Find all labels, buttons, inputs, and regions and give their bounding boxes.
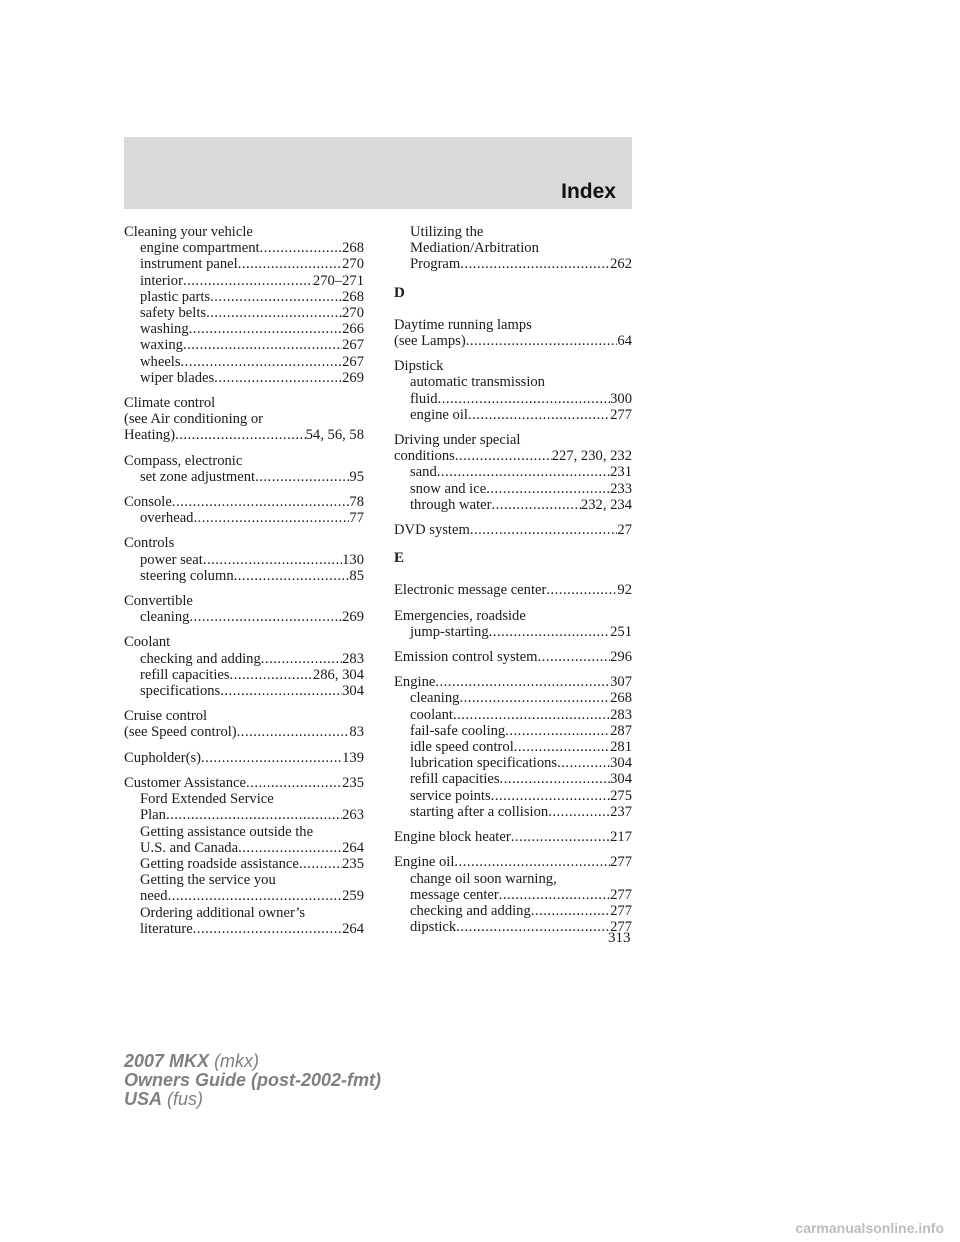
dot-leader (437, 464, 610, 480)
dot-leader (255, 469, 349, 485)
index-entry-text: safety belts (140, 305, 207, 322)
index-page-ref: 227, 230, 232 (551, 448, 632, 465)
index-entry (394, 854, 632, 870)
index-entry-text: through water (410, 496, 492, 513)
index-page-ref: 281 (610, 739, 632, 756)
index-entry-text: idle speed control (410, 739, 514, 756)
index-entry (394, 771, 632, 787)
index-page-ref: 232, 234 (580, 496, 632, 513)
index-entry: Compass, electronic (124, 452, 243, 469)
index-page-ref: 83 (349, 724, 364, 741)
index-page-ref: 267 (342, 353, 364, 370)
dot-leader (203, 552, 342, 568)
footer-model: 2007 MKX (124, 1051, 210, 1071)
dot-leader (210, 289, 342, 305)
index-page-ref: 85 (349, 567, 364, 584)
index-page-ref: 95 (349, 468, 364, 485)
index-entry (394, 739, 632, 755)
index-page-ref: 259 (342, 888, 364, 905)
footer-region: USA (124, 1089, 163, 1109)
index-page-ref: 286, 304 (312, 666, 364, 683)
index-entry (124, 609, 364, 625)
index-page-ref: 270–271 (312, 272, 364, 289)
index-entry: change oil soon warning, (410, 870, 557, 887)
index-entry (394, 497, 632, 513)
index-section-letter: E (394, 550, 405, 567)
index-entry: Cruise control (124, 708, 208, 725)
index-page-ref: 237 (610, 803, 632, 820)
dot-leader (489, 624, 610, 640)
index-page-ref: 262 (610, 256, 632, 273)
dot-leader (234, 568, 350, 584)
dot-leader (499, 887, 610, 903)
dot-leader (505, 723, 610, 739)
index-page-ref: 217 (610, 829, 632, 846)
index-entry (394, 407, 632, 423)
dot-leader (261, 651, 342, 667)
index-entry (124, 289, 364, 305)
dot-leader (206, 305, 342, 321)
index-entry (124, 427, 364, 443)
index-entry: Getting the service you (140, 872, 276, 889)
index-entry-text: checking and adding (410, 902, 531, 919)
index-page-ref: 233 (610, 480, 632, 497)
index-entry: automatic transmission (410, 374, 545, 391)
index-entry (124, 807, 364, 823)
index-entry (394, 919, 632, 935)
index-entry-text: waxing (140, 337, 183, 354)
index-page-ref: 268 (610, 690, 632, 707)
index-entry (394, 333, 632, 349)
dot-leader (456, 919, 610, 935)
index-entry-text: set zone adjustment (140, 468, 256, 485)
index-entry (394, 481, 632, 497)
index-entry-text: Engine block heater (394, 829, 511, 846)
dot-leader (183, 337, 342, 353)
index-entry (124, 651, 364, 667)
index-page-ref: 251 (610, 623, 632, 640)
index-entry (124, 273, 364, 289)
dot-leader (189, 321, 342, 337)
dot-leader (260, 240, 343, 256)
index-entry (394, 256, 632, 272)
index-entry: Driving under special (394, 432, 521, 449)
index-page-ref: 277 (610, 886, 632, 903)
index-entry (124, 856, 364, 872)
index-entry-text: interior (140, 272, 183, 289)
index-entry (124, 568, 364, 584)
index-entry (394, 723, 632, 739)
index-entry-text: service points (410, 787, 491, 804)
index-entry (394, 788, 632, 804)
dot-leader (500, 771, 611, 787)
dot-leader (453, 707, 610, 723)
index-entry: Cleaning your vehicle (124, 224, 253, 240)
index-entry-text: DVD system (394, 522, 470, 539)
index-entry (394, 522, 632, 538)
index-page-ref: 283 (342, 650, 364, 667)
index-entry: Controls (124, 535, 175, 552)
dot-leader (237, 724, 350, 740)
index-entry (124, 667, 364, 683)
index-page-ref: 277 (610, 406, 632, 423)
index-entry-text: instrument panel (140, 256, 238, 273)
index-page-ref: 267 (342, 337, 364, 354)
index-entry (124, 469, 364, 485)
index-entry (394, 624, 632, 640)
dot-leader (189, 609, 342, 625)
dot-leader (454, 854, 610, 870)
index-entry-text: lubrication specifications (410, 755, 558, 772)
index-entry-text: need (140, 888, 168, 905)
index-entry-text: engine compartment (140, 240, 260, 257)
dot-leader (557, 755, 610, 771)
index-entry: Climate control (124, 395, 216, 412)
index-entry-text: Program (410, 256, 461, 273)
index-page-ref: 231 (610, 464, 632, 481)
index-page-ref: 296 (610, 649, 632, 666)
index-page-ref: 235 (342, 774, 364, 791)
index-page-ref: 277 (610, 919, 632, 936)
index-entry: Dipstick (394, 358, 444, 375)
index-page-ref: 269 (342, 609, 364, 626)
index-entry-text: fail-safe cooling (410, 722, 506, 739)
index-column-right (394, 224, 632, 935)
index-entry-text: refill capacities (410, 771, 500, 788)
index-entry: (see Air conditioning or (124, 411, 264, 428)
dot-leader (455, 448, 552, 464)
index-entry: Convertible (124, 593, 193, 610)
index-entry (124, 683, 364, 699)
index-entry-text: refill capacities (140, 666, 230, 683)
index-entry-text: sand (410, 464, 437, 481)
index-entry: Daytime running lamps (394, 316, 532, 333)
index-entry: Utilizing the (410, 224, 484, 240)
index-entry-text: wheels (140, 353, 181, 370)
index-entry-text: conditions (394, 448, 455, 465)
dot-leader (214, 370, 342, 386)
dot-leader (486, 481, 610, 497)
index-entry-text: starting after a collision (410, 803, 549, 820)
footer-region-code: (fus) (167, 1089, 204, 1109)
index-entry (124, 750, 364, 766)
index-entry-text: plastic parts (140, 288, 211, 305)
index-entry-text: steering column (140, 567, 234, 584)
index-entry-text: Emission control system (394, 649, 538, 666)
index-entry-text: engine oil (410, 406, 468, 423)
index-page-ref: 263 (342, 807, 364, 824)
index-entry (124, 552, 364, 568)
index-entry-text: overhead (140, 510, 194, 527)
page-title: Index (561, 180, 616, 203)
index-entry (124, 494, 364, 510)
dot-leader (466, 333, 618, 349)
footer-model-code: (mkx) (214, 1051, 260, 1071)
dot-leader (459, 690, 610, 706)
index-entry (394, 690, 632, 706)
dot-leader (238, 840, 342, 856)
index-entry (124, 240, 364, 256)
index-page-ref: 130 (342, 551, 364, 568)
header-band (124, 137, 632, 209)
dot-leader (438, 391, 611, 407)
index-page-ref: 270 (342, 256, 364, 273)
index-entry (394, 804, 632, 820)
dot-leader (514, 739, 610, 755)
index-page-ref: 78 (349, 494, 364, 511)
index-entry: Getting assistance outside the (140, 823, 314, 840)
index-entry (124, 337, 364, 353)
index-entry-text: literature (140, 920, 193, 937)
index-entry-text: Console (124, 494, 172, 511)
dot-leader (238, 256, 342, 272)
dot-leader (548, 804, 610, 820)
watermark[interactable]: carmanualsonline.info (795, 1220, 944, 1236)
index-entry-text: coolant (410, 706, 453, 723)
index-entry-text: Getting roadside assistance (140, 855, 299, 872)
index-page-ref: 264 (342, 839, 364, 856)
index-page-ref: 270 (342, 305, 364, 322)
dot-leader (538, 649, 611, 665)
dot-leader (299, 856, 342, 872)
index-entry-text: Cupholder(s) (124, 749, 202, 766)
index-entry-text: wiper blades (140, 369, 215, 386)
dot-leader (246, 775, 342, 791)
index-entry-text: Heating) (124, 427, 176, 444)
index-entry: Ford Extended Service (140, 791, 274, 808)
index-entry: Emergencies, roadside (394, 607, 526, 624)
dot-leader (201, 750, 342, 766)
dot-leader (183, 273, 313, 289)
dot-leader (468, 407, 610, 423)
index-entry: Ordering additional owner’s (140, 904, 306, 921)
index-entry: Mediation/Arbitration (410, 240, 539, 257)
index-page-ref: 283 (610, 706, 632, 723)
dot-leader (531, 903, 610, 919)
dot-leader (470, 522, 618, 538)
index-page-ref: 266 (342, 321, 364, 338)
index-entry (394, 582, 632, 598)
index-entry-text: snow and ice (410, 480, 487, 497)
dot-leader (168, 888, 343, 904)
index-entry (124, 888, 364, 904)
index-entry-text: cleaning (140, 609, 190, 626)
index-entry-text: washing (140, 321, 189, 338)
index-page-ref: 268 (342, 240, 364, 257)
index-page-ref: 287 (610, 722, 632, 739)
dot-leader (546, 582, 617, 598)
dot-leader (181, 354, 343, 370)
dot-leader (460, 256, 610, 272)
index-entry (124, 840, 364, 856)
index-page-ref: 77 (349, 510, 364, 527)
index-section-letter: D (394, 284, 405, 301)
dot-leader (193, 510, 349, 526)
index-entry (394, 887, 632, 903)
index-page-ref: 304 (610, 771, 632, 788)
index-page-ref: 300 (610, 390, 632, 407)
index-page-ref: 139 (342, 749, 364, 766)
index-page-ref: 269 (342, 369, 364, 386)
index-entry (394, 755, 632, 771)
index-entry (394, 464, 632, 480)
index-entry-text: power seat (140, 551, 203, 568)
dot-leader (220, 683, 342, 699)
index-entry (124, 510, 364, 526)
dot-leader (166, 807, 342, 823)
index-entry-text: (see Lamps) (394, 333, 466, 350)
index-entry-text: U.S. and Canada (140, 839, 239, 856)
index-entry-text: Engine oil (394, 854, 455, 871)
index-entry-text: checking and adding (140, 650, 261, 667)
dot-leader (511, 829, 610, 845)
index-page-ref: 304 (610, 755, 632, 772)
index-page-ref: 277 (610, 902, 632, 919)
index-entry-text: Engine (394, 674, 436, 691)
index-entry (394, 707, 632, 723)
footer-guide: Owners Guide (post-2002-fmt) (124, 1070, 382, 1090)
index-entry-text: Electronic message center (394, 582, 547, 599)
dot-leader (230, 667, 313, 683)
index-page-ref: 268 (342, 288, 364, 305)
index-entry-text: fluid (410, 390, 438, 407)
index-entry (124, 724, 364, 740)
index-entry (394, 448, 632, 464)
index-page-ref: 27 (617, 522, 632, 539)
index-entry-text: message center (410, 886, 499, 903)
index-page-ref: 307 (610, 674, 632, 691)
index-entry (124, 921, 364, 937)
index-entry: Coolant (124, 634, 171, 651)
index-page-ref: 275 (610, 787, 632, 804)
index-entry (394, 674, 632, 690)
index-page-ref: 277 (610, 854, 632, 871)
index-page-ref: 264 (342, 920, 364, 937)
index-entry (394, 391, 632, 407)
index-entry-text: (see Speed control) (124, 724, 237, 741)
dot-leader (175, 427, 306, 443)
index-page-ref: 235 (342, 855, 364, 872)
index-entry (124, 775, 364, 791)
index-page-ref: 304 (342, 683, 364, 700)
index-entry (394, 649, 632, 665)
index-entry-text: dipstick (410, 919, 457, 936)
index-entry (394, 829, 632, 845)
index-entry-text: Customer Assistance (124, 774, 247, 791)
index-entry (124, 370, 364, 386)
footer (124, 1052, 381, 1109)
index-entry (124, 256, 364, 272)
index-page-ref: 64 (617, 333, 632, 350)
index-entry-text: jump-starting (410, 623, 489, 640)
dot-leader (193, 921, 342, 937)
dot-leader (172, 494, 350, 510)
index-page-ref: 92 (617, 582, 632, 599)
dot-leader (435, 674, 610, 690)
index-entry-text: specifications (140, 683, 221, 700)
page-number: 313 (608, 930, 631, 946)
index-page-ref: 54, 56, 58 (305, 427, 364, 444)
index-entry-text: cleaning (410, 690, 460, 707)
index-entry (124, 321, 364, 337)
index-column-left (124, 224, 364, 937)
index-entry (394, 903, 632, 919)
index-entry (124, 305, 364, 321)
dot-leader (491, 788, 610, 804)
index-entry-text: Plan (140, 807, 166, 824)
dot-leader (491, 497, 580, 513)
index-entry (124, 354, 364, 370)
